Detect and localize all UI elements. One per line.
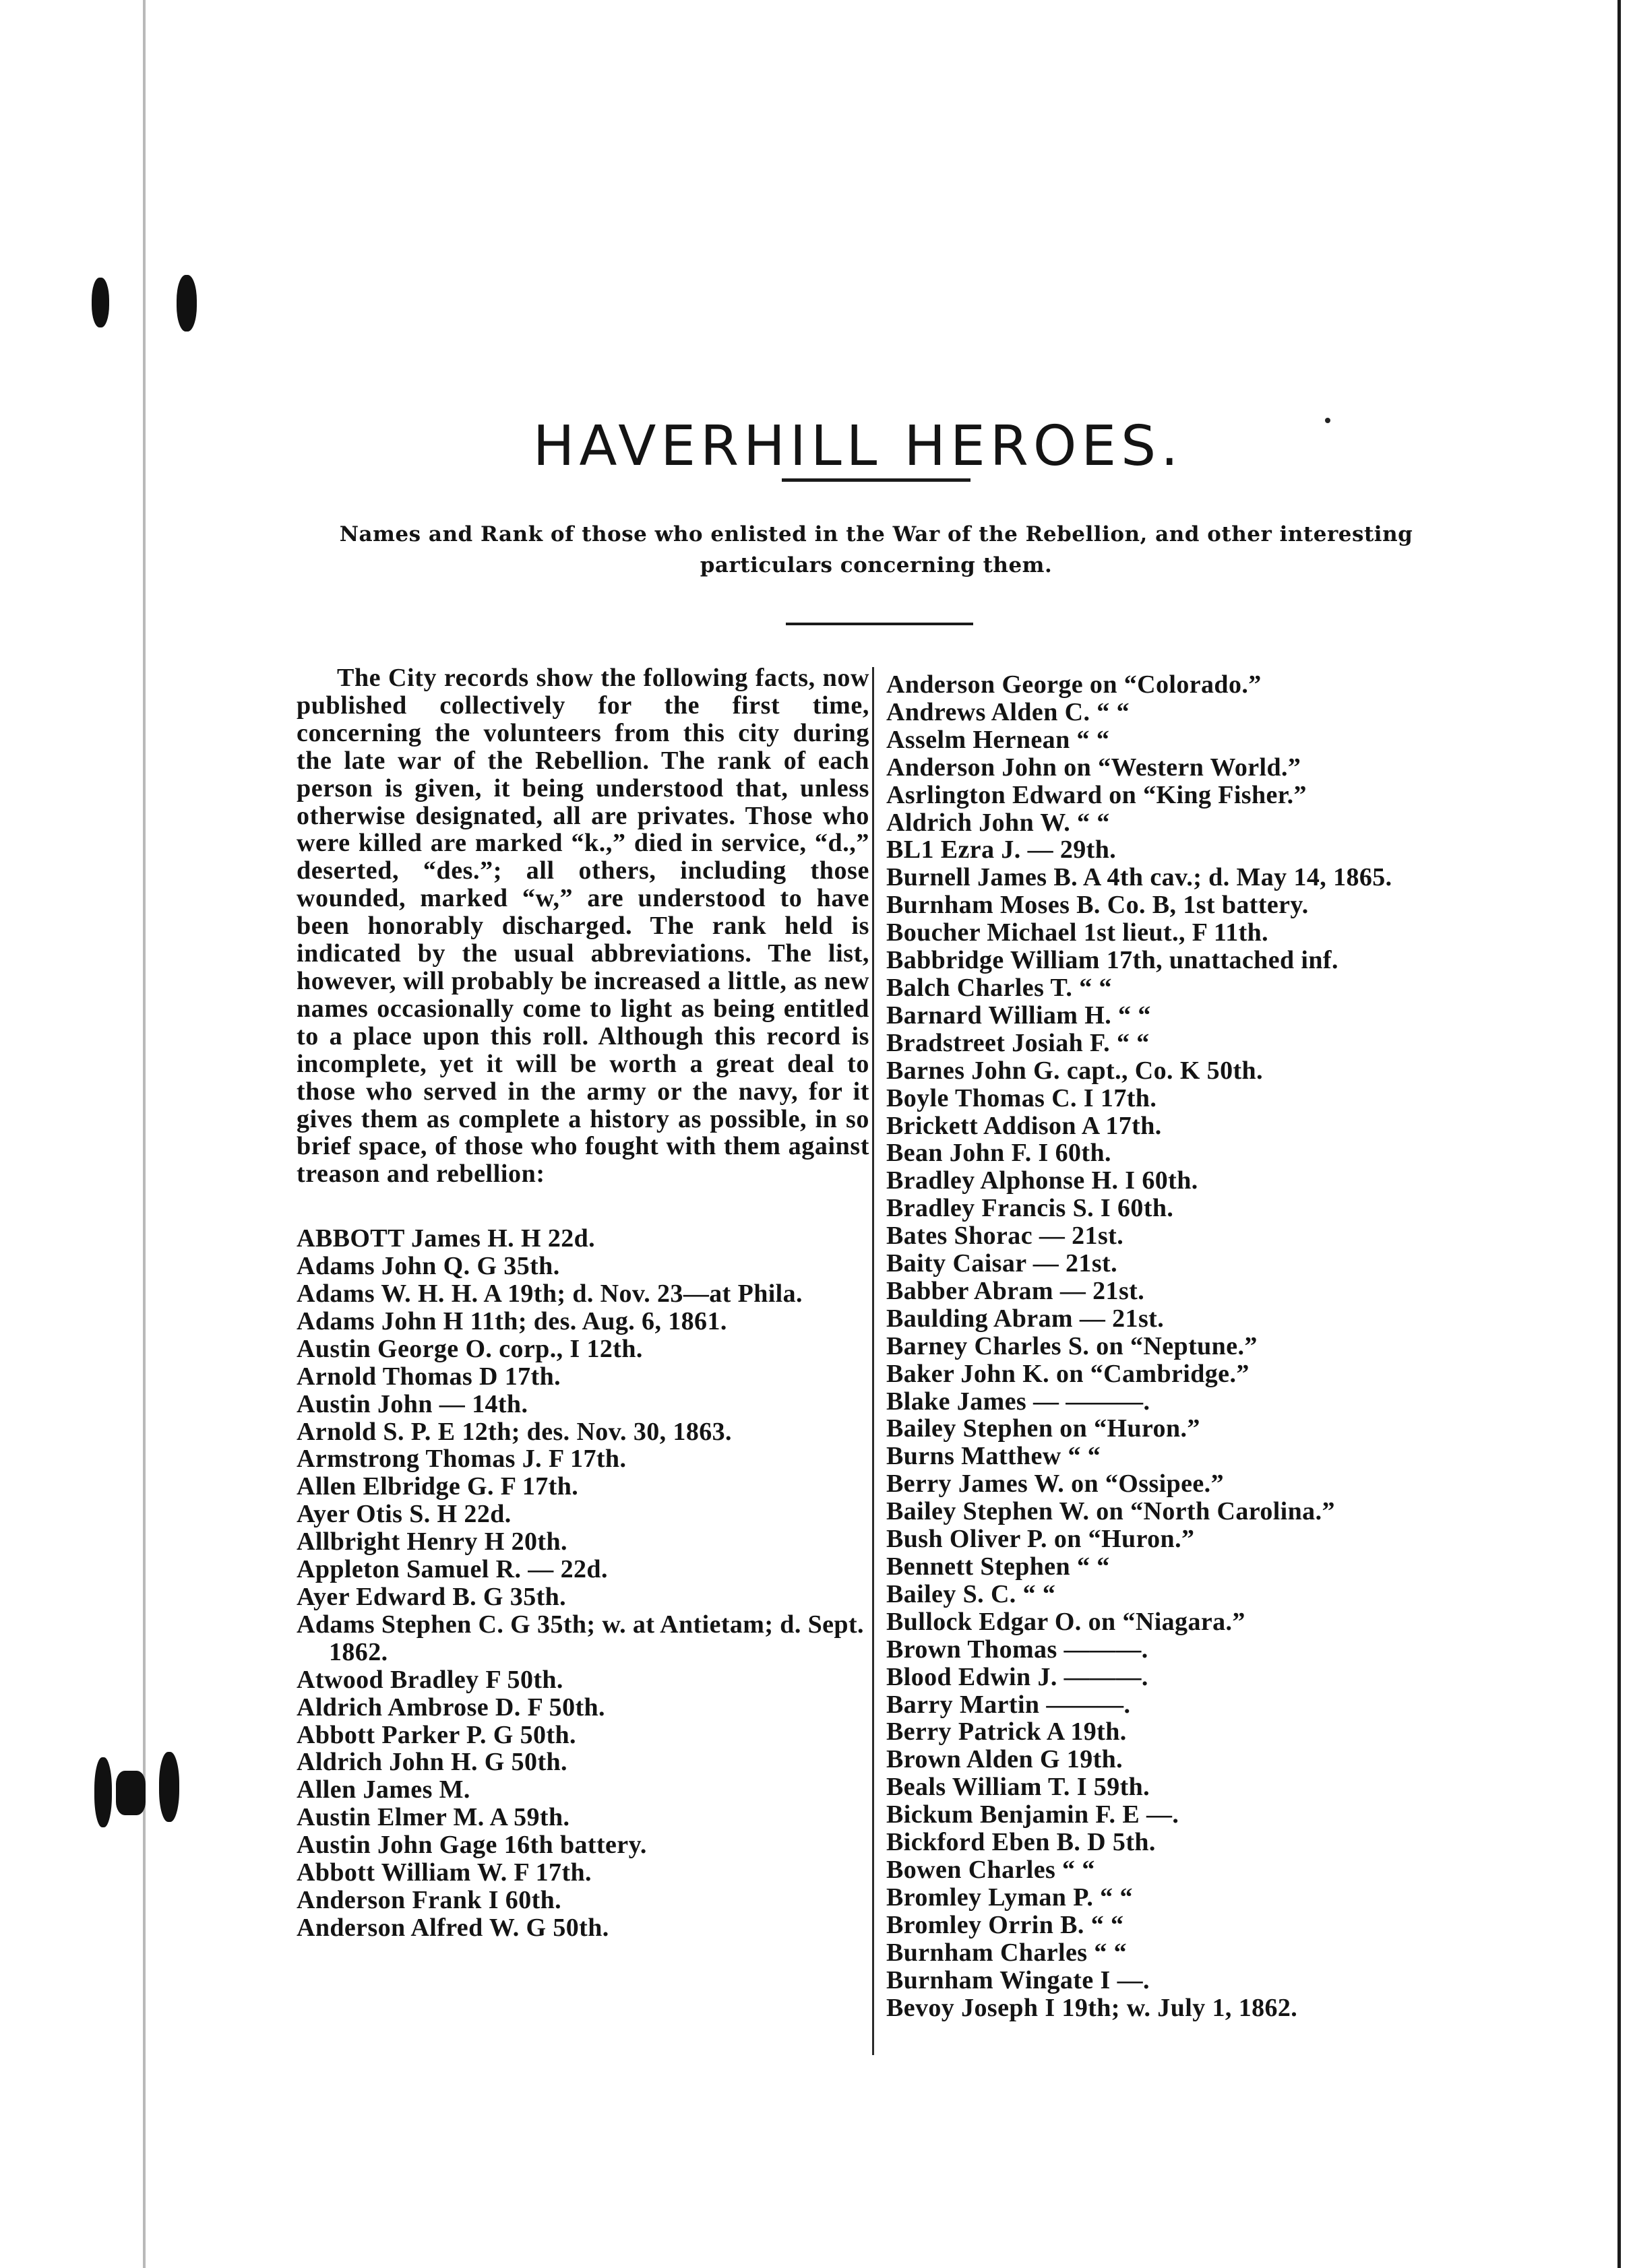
roll-entry: Bennett Stephen “ “: [886, 1552, 1110, 1581]
roll-entry: Burnham Wingate I —.: [886, 1965, 1150, 1994]
ink-blot: [116, 1771, 146, 1815]
right-roll-list: [886, 671, 1459, 2021]
roll-entry: Baulding Abram — 21st.: [886, 1304, 1165, 1333]
roll-entry: Bevoy Joseph I 19th; w. July 1, 1862.: [886, 1993, 1298, 2022]
roll-entry: Berry Patrick A 19th.: [886, 1718, 1127, 1746]
roll-entry: Allen Elbridge G. F 17th.: [297, 1472, 579, 1501]
ink-blot: [159, 1752, 179, 1822]
roll-entry: Allen James M.: [297, 1775, 470, 1804]
column-divider: [872, 667, 874, 2055]
roll-entry: Arnold S. P. E 12th; des. Nov. 30, 1863.: [297, 1417, 732, 1446]
roll-entry: Austin John Gage 16th battery.: [297, 1831, 647, 1860]
roll-entry: Austin Elmer M. A 59th.: [297, 1803, 570, 1832]
roll-entry: Beals William T. I 59th.: [886, 1773, 1150, 1802]
roll-entry: Anderson George on “Colorado.”: [886, 670, 1262, 699]
roll-entry: Boyle Thomas C. I 17th.: [886, 1083, 1157, 1112]
roll-entry: Brown Thomas ———.: [886, 1635, 1148, 1664]
roll-entry: Bailey Stephen on “Huron.”: [886, 1414, 1200, 1443]
roll-entry: Berry James W. on “Ossipee.”: [886, 1470, 1224, 1499]
roll-entry: Ayer Edward B. G 35th.: [297, 1583, 567, 1611]
roll-entry: Babber Abram — 21st.: [886, 1276, 1145, 1305]
roll-entry: Barnard William H. “ “: [886, 1001, 1151, 1030]
roll-entry: Bean John F. I 60th.: [886, 1139, 1111, 1168]
page-edge-left: [143, 0, 146, 2268]
roll-entry: Brickett Addison A 17th.: [886, 1111, 1162, 1140]
roll-entry: Bailey S. C. “ “: [886, 1579, 1056, 1608]
roll-entry: BL1 Ezra J. — 29th.: [886, 836, 1117, 864]
title-rule: [782, 478, 970, 482]
roll-entry: Baity Caisar — 21st.: [886, 1249, 1117, 1278]
roll-entry: Barnes John G. capt., Co. K 50th.: [886, 1056, 1263, 1085]
ink-blot: [92, 278, 109, 327]
roll-entry: Adams John H 11th; des. Aug. 6, 1861.: [297, 1306, 727, 1335]
roll-entry: Adams Stephen C. G 35th; w. at Antietam; d. Sept. 1862.: [297, 1610, 864, 1666]
roll-entry: Allbright Henry H 20th.: [297, 1527, 567, 1556]
roll-entry: Burnham Moses B. Co. B, 1st battery.: [886, 891, 1309, 920]
title-ornament: [1325, 418, 1330, 423]
left-column: [297, 664, 869, 1942]
roll-entry: Arnold Thomas D 17th.: [297, 1362, 561, 1391]
roll-entry: Burns Matthew “ “: [886, 1442, 1101, 1471]
roll-entry: Atwood Bradley F 50th.: [297, 1665, 563, 1694]
roll-entry: Asrlington Edward on “King Fisher.”: [886, 780, 1307, 809]
roll-entry: Adams W. H. H. A 19th; d. Nov. 23—at Phila.: [297, 1280, 803, 1309]
roll-entry: Bullock Edgar O. on “Niagara.”: [886, 1607, 1245, 1636]
roll-entry: Baker John K. on “Cambridge.”: [886, 1359, 1250, 1388]
roll-entry: Bowen Charles “ “: [886, 1855, 1095, 1884]
page-edge-right: [1617, 0, 1621, 2268]
roll-entry: Abbott Parker P. G 50th.: [297, 1720, 576, 1749]
roll-entry: Ayer Otis S. H 22d.: [297, 1500, 512, 1529]
roll-entry: ABBOTT James H. H 22d.: [297, 1224, 596, 1253]
roll-entry: Adams John Q. G 35th.: [297, 1252, 560, 1281]
roll-entry: Balch Charles T. “ “: [886, 973, 1112, 1002]
roll-entry: Bates Shorac — 21st.: [886, 1222, 1124, 1251]
roll-entry: Brown Alden G 19th.: [886, 1745, 1123, 1774]
roll-entry: Barney Charles S. on “Neptune.”: [886, 1331, 1258, 1360]
roll-entry: Andrews Alden C. “ “: [886, 697, 1130, 726]
roll-entry: Bickum Benjamin F. E —.: [886, 1800, 1179, 1829]
roll-entry: Burnham Charles “ “: [886, 1938, 1128, 1967]
roll-entry: Bradley Alphonse H. I 60th.: [886, 1166, 1198, 1195]
roll-entry: Blood Edwin J. ———.: [886, 1662, 1148, 1691]
roll-entry: Burnell James B. A 4th cav.; d. May 14, 1865.: [886, 863, 1392, 892]
roll-entry: Austin John — 14th.: [297, 1389, 528, 1418]
roll-entry: Bush Oliver P. on “Huron.”: [886, 1525, 1195, 1554]
page-title: HAVERHILL HEROES.: [532, 414, 1183, 478]
roll-entry: Anderson Alfred W. G 50th.: [297, 1913, 609, 1942]
roll-entry: Bradley Francis S. I 60th.: [886, 1194, 1174, 1223]
roll-entry: Asselm Hernean “ “: [886, 725, 1110, 754]
roll-entry: Bromley Orrin B. “ “: [886, 1910, 1124, 1939]
roll-entry: Austin George O. corp., I 12th.: [297, 1334, 643, 1363]
roll-entry: Barry Martin ———.: [886, 1690, 1131, 1719]
roll-entry: Bromley Lyman P. “ “: [886, 1883, 1133, 1912]
roll-entry: Abbott William W. F 17th.: [297, 1858, 592, 1887]
roll-entry: Anderson John on “Western World.”: [886, 753, 1301, 782]
roll-entry: Babbridge William 17th, unattached inf.: [886, 946, 1338, 975]
roll-entry: Aldrich Ambrose D. F 50th.: [297, 1693, 605, 1722]
ink-blot: [177, 275, 197, 332]
roll-entry: Aldrich John W. “ “: [886, 808, 1110, 837]
roll-entry: Aldrich John H. G 50th.: [297, 1748, 567, 1777]
left-roll-list: [297, 1225, 869, 1942]
roll-entry: Blake James — ———.: [886, 1387, 1150, 1416]
subtitle: Names and Rank of those who enlisted in the War of the Rebellion, and other interesting particulars concerning them.: [339, 522, 1413, 577]
roll-entry: Bradstreet Josiah F. “ “: [886, 1028, 1150, 1057]
right-column: [886, 671, 1459, 2021]
roll-entry: Bailey Stephen W. on “North Carolina.”: [886, 1497, 1335, 1526]
subtitle-rule: [786, 623, 973, 625]
roll-entry: Appleton Samuel R. — 22d.: [297, 1555, 608, 1584]
ink-blot: [94, 1757, 112, 1827]
intro-paragraph: The City records show the following facts, now published collectively for the first time, concerning the volunteers from this city during the late war of the Rebellion. The rank of each person is given, it being understood that, unless otherwise designated, all are privates. Those who were killed are marked “k.,” died in service, “d.,” deserted, “des.”; all others, including those wounded, marked “w,” are understood to have been honorably discharged. The rank held is indicated by the usual abbreviations. The list, however, will probably be increased a little, as new names occasionally come to light as being entitled to a place upon this roll. Although this record is incomplete, yet it will be worth a great deal to those who served in the army or the navy, for it gives them as complete a history as possible, in so brief space, of those who fought with them against treason and rebellion:: [297, 664, 869, 1189]
roll-entry: Boucher Michael 1st lieut., F 11th.: [886, 918, 1269, 947]
roll-entry: Armstrong Thomas J. F 17th.: [297, 1445, 627, 1474]
roll-entry: Anderson Frank I 60th.: [297, 1885, 562, 1914]
roll-entry: Bickford Eben B. D 5th.: [886, 1828, 1156, 1857]
